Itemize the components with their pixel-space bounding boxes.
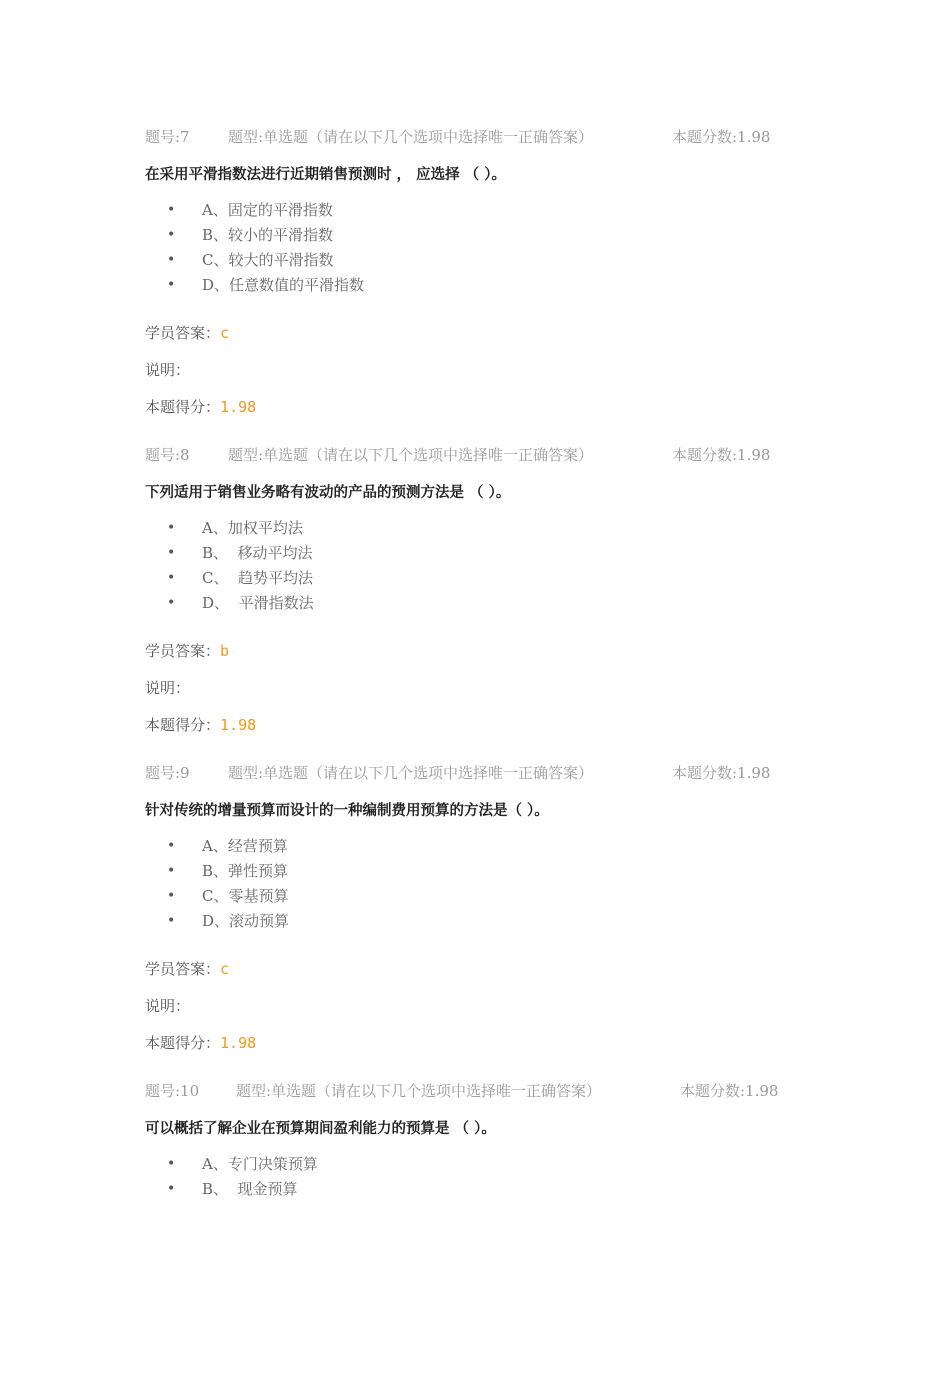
bullet-icon: • <box>167 570 176 586</box>
option-item <box>145 1177 318 1202</box>
option-item <box>145 884 289 909</box>
option-item <box>145 909 289 934</box>
question-number: 题号:8 <box>145 446 190 464</box>
option-item <box>145 834 289 859</box>
bullet-icon: • <box>167 595 176 611</box>
option-text: B、 移动平均法 <box>202 544 313 562</box>
option-item <box>145 1152 318 1177</box>
answer-label: 学员答案： <box>145 642 221 660</box>
option-text: D、任意数值的平滑指数 <box>202 276 365 294</box>
question-meta <box>145 444 825 466</box>
question-stem: 针对传统的增量预算而设计的一种编制费用预算的方法是（ ）。 <box>145 803 549 819</box>
option-text: C、零基预算 <box>202 887 289 905</box>
option-text: B、 现金预算 <box>202 1180 298 1198</box>
option-text: A、加权平均法 <box>202 519 303 537</box>
option-item <box>145 198 364 223</box>
question-number: 题号:9 <box>145 764 190 782</box>
option-text: A、经营预算 <box>202 837 288 855</box>
question-score: 本题分数:1.98 <box>672 446 771 464</box>
answer-value: c <box>220 960 230 978</box>
option-item <box>145 223 364 248</box>
option-item <box>145 591 314 616</box>
question-number: 题号:10 <box>145 1082 200 1100</box>
earned-score-label: 本题得分： <box>145 398 221 416</box>
bullet-icon: • <box>167 202 176 218</box>
earned-score-value: 1.98 <box>220 398 257 416</box>
explanation: 说明： <box>145 997 191 1015</box>
earned-score <box>145 1032 256 1053</box>
question-8 <box>145 436 825 754</box>
bullet-icon: • <box>167 913 176 929</box>
earned-score <box>145 714 256 735</box>
option-item <box>145 248 364 273</box>
option-list <box>145 834 289 934</box>
question-meta <box>145 126 825 148</box>
option-item <box>145 541 314 566</box>
question-9 <box>145 754 825 1072</box>
question-stem: 下列适用于销售业务略有波动的产品的预测方法是 （ ）。 <box>145 485 511 501</box>
option-item <box>145 566 314 591</box>
question-10 <box>145 1072 825 1390</box>
bullet-icon: • <box>167 277 176 293</box>
question-score: 本题分数:1.98 <box>672 764 771 782</box>
quiz-page <box>145 118 825 1390</box>
option-text: C、较大的平滑指数 <box>202 251 334 269</box>
question-type: 题型:单选题（请在以下几个选项中选择唯一正确答案） <box>228 764 594 782</box>
bullet-icon: • <box>167 227 176 243</box>
option-list <box>145 1152 318 1202</box>
bullet-icon: • <box>167 888 176 904</box>
bullet-icon: • <box>167 252 176 268</box>
student-answer <box>145 322 229 343</box>
bullet-icon: • <box>167 545 176 561</box>
question-stem: 在采用平滑指数法进行近期销售预测时 ， 应选择 （ ）。 <box>145 167 506 183</box>
question-score: 本题分数:1.98 <box>680 1082 779 1100</box>
earned-score <box>145 396 256 417</box>
earned-score-value: 1.98 <box>220 716 257 734</box>
explanation: 说明： <box>145 361 191 379</box>
option-item <box>145 516 314 541</box>
bullet-icon: • <box>167 1156 176 1172</box>
bullet-icon: • <box>167 838 176 854</box>
option-text: C、 趋势平均法 <box>202 569 314 587</box>
question-meta <box>145 762 825 784</box>
answer-label: 学员答案： <box>145 960 221 978</box>
bullet-icon: • <box>167 1181 176 1197</box>
option-text: D、 平滑指数法 <box>202 594 314 612</box>
option-item <box>145 273 364 298</box>
question-7 <box>145 118 825 436</box>
question-type: 题型:单选题（请在以下几个选项中选择唯一正确答案） <box>228 446 594 464</box>
question-number: 题号:7 <box>145 128 190 146</box>
question-type: 题型:单选题（请在以下几个选项中选择唯一正确答案） <box>236 1082 602 1100</box>
question-score: 本题分数:1.98 <box>672 128 771 146</box>
answer-label: 学员答案： <box>145 324 221 342</box>
question-meta <box>145 1080 825 1102</box>
explanation: 说明： <box>145 679 191 697</box>
student-answer <box>145 640 229 661</box>
option-text: A、固定的平滑指数 <box>202 201 333 219</box>
earned-score-label: 本题得分： <box>145 1034 221 1052</box>
answer-value: b <box>220 642 230 660</box>
option-item <box>145 859 289 884</box>
option-text: D、滚动预算 <box>202 912 290 930</box>
bullet-icon: • <box>167 520 176 536</box>
option-text: B、较小的平滑指数 <box>202 226 334 244</box>
option-text: A、专门决策预算 <box>202 1155 318 1173</box>
question-stem: 可以概括了解企业在预算期间盈利能力的预算是 （ ）。 <box>145 1121 496 1137</box>
earned-score-value: 1.98 <box>220 1034 257 1052</box>
question-type: 题型:单选题（请在以下几个选项中选择唯一正确答案） <box>228 128 594 146</box>
earned-score-label: 本题得分： <box>145 716 221 734</box>
bullet-icon: • <box>167 863 176 879</box>
option-text: B、弹性预算 <box>202 862 289 880</box>
answer-value: c <box>220 324 230 342</box>
option-list <box>145 516 314 616</box>
option-list <box>145 198 364 298</box>
student-answer <box>145 958 229 979</box>
